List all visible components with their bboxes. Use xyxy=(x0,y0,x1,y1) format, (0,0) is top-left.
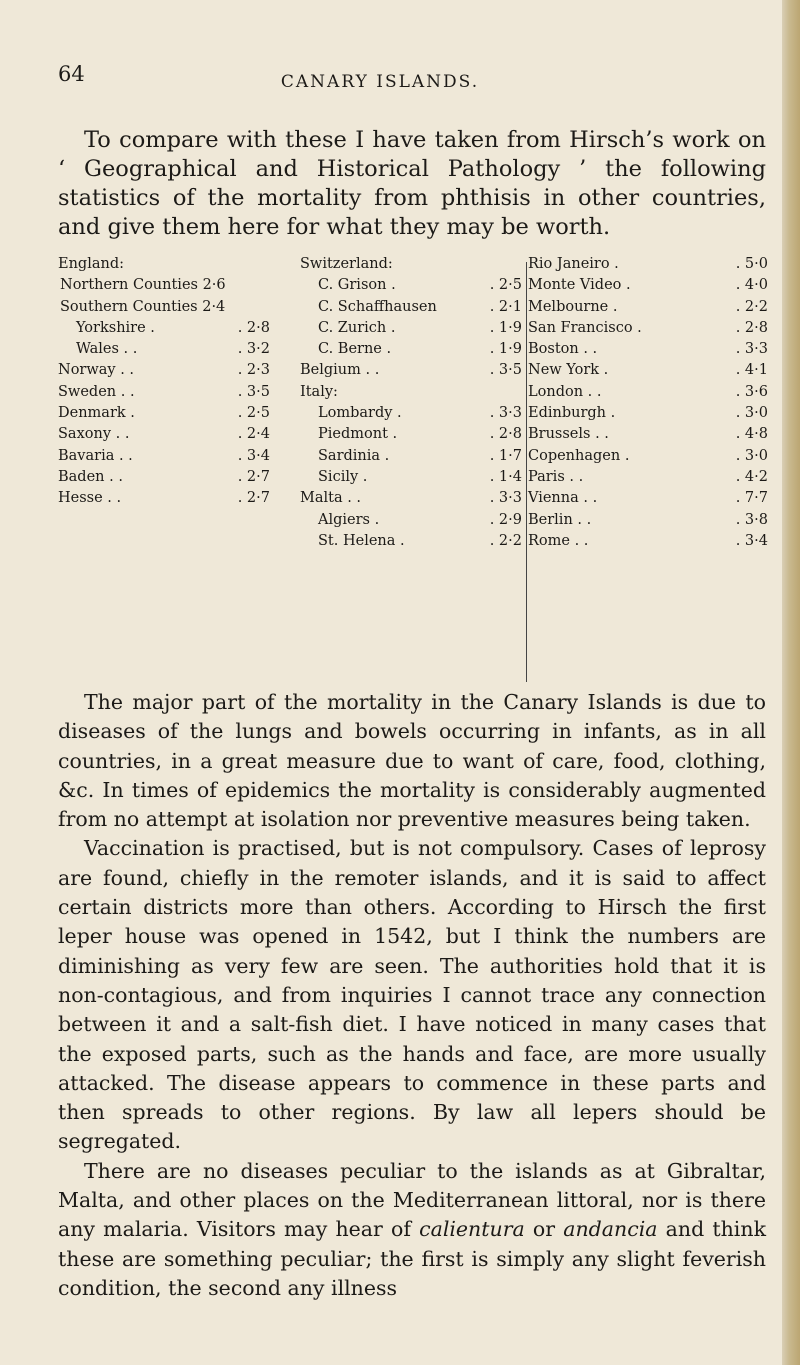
row-value: . 2·2 xyxy=(735,298,768,315)
row-label: C. Schaffhausen xyxy=(318,298,437,315)
table-row xyxy=(58,488,288,509)
row-label: Boston . . xyxy=(528,341,598,358)
paragraph-text: and think these are something peculiar; the first is simply any slight feverish condition, the second any illness xyxy=(58,1217,766,1300)
row-label: Yorkshire . xyxy=(76,319,155,336)
table-row xyxy=(300,275,550,296)
row-value: . 4·8 xyxy=(735,426,768,443)
row-label: C. Grison . xyxy=(318,277,396,294)
table-row xyxy=(58,318,288,339)
row-value: . 3·0 xyxy=(735,447,768,464)
row-label: Sweden . . xyxy=(58,383,135,400)
table-row xyxy=(300,510,550,531)
row-value: . 5·0 xyxy=(735,256,768,272)
row-label: Melbourne . xyxy=(528,298,618,315)
table-row xyxy=(58,275,288,296)
paragraph-text: or xyxy=(524,1217,564,1242)
running-head: CANARY ISLANDS. xyxy=(280,72,480,92)
row-value: . 3·5 xyxy=(489,362,522,379)
row-value: . 1·4 xyxy=(489,468,522,485)
term-andancia: andancia xyxy=(563,1217,658,1242)
row-value: . 7·7 xyxy=(735,490,768,507)
row-label: Denmark . xyxy=(58,405,135,422)
paragraph-text: There are no diseases peculiar to the islands as at Gibraltar, Malta, and other places on the Mediterranean littoral, nor is there any malaria. Visitors may hear of xyxy=(58,1158,766,1242)
row-label: Algiers . xyxy=(318,511,380,528)
row-label: Brussels . . xyxy=(528,426,609,443)
table-row xyxy=(300,446,550,467)
row-label: Paris . . xyxy=(528,468,584,485)
row-value: . 3·3 xyxy=(489,405,522,422)
row-value: . 3·2 xyxy=(237,341,270,358)
intro-paragraph: To compare with these I have taken from Hirsch’s work on ‘ Geographical and Historical Pathology ’ the following statistics of the mortality from phthisis in other countries, and give them here for what they may be worth. xyxy=(58,127,766,240)
table-row xyxy=(528,339,768,360)
row-label: Switzerland: xyxy=(300,256,393,272)
row-label: Saxony . . xyxy=(58,426,130,443)
row-value: . 3·6 xyxy=(735,383,768,400)
table-row xyxy=(528,424,768,445)
row-value: . 3·3 xyxy=(735,341,768,358)
row-value: . 2·9 xyxy=(489,511,522,528)
row-label: Sicily . xyxy=(318,468,368,485)
row-value: . 4·0 xyxy=(735,277,768,294)
row-label: Northern Counties 2·6 xyxy=(60,277,226,294)
row-label: Rio Janeiro . xyxy=(528,256,619,272)
row-value: . 3·4 xyxy=(735,532,768,549)
table-row xyxy=(300,318,550,339)
row-label: Wales . . xyxy=(76,341,138,358)
row-value: . 2·1 xyxy=(489,298,522,315)
row-value: . 3·5 xyxy=(237,383,270,400)
row-label: Copenhagen . xyxy=(528,447,630,464)
table-row xyxy=(528,403,768,424)
page-header xyxy=(0,56,782,90)
table-row xyxy=(300,339,550,360)
table-row xyxy=(58,446,288,467)
row-label: New York . xyxy=(528,362,609,379)
table-column-2 xyxy=(300,254,550,552)
table-row xyxy=(528,488,768,509)
row-value: . 3·3 xyxy=(489,490,522,507)
paragraph-diseases xyxy=(58,1157,766,1303)
row-label: Lombardy . xyxy=(318,405,402,422)
row-value: . 2·7 xyxy=(237,468,270,485)
row-value: . 1·9 xyxy=(489,341,522,358)
table-row xyxy=(528,318,768,339)
row-label: England: xyxy=(58,256,124,272)
column-divider xyxy=(526,262,527,682)
row-value: . 1·7 xyxy=(489,447,522,464)
table-row xyxy=(58,297,288,318)
row-label: Southern Counties 2·4 xyxy=(60,298,226,315)
table-column-1 xyxy=(58,254,288,510)
table-row xyxy=(528,254,768,275)
row-value: . 3·0 xyxy=(735,405,768,422)
table-row xyxy=(300,360,550,381)
row-label: Edinburgh . xyxy=(528,405,616,422)
table-row xyxy=(300,382,550,403)
row-value: . 2·4 xyxy=(237,426,270,443)
table-row xyxy=(58,382,288,403)
page-number: 64 xyxy=(58,62,85,86)
row-label: C. Zurich . xyxy=(318,319,396,336)
table-row xyxy=(58,254,288,275)
row-label: Monte Video . xyxy=(528,277,631,294)
table-row xyxy=(300,488,550,509)
row-label: Hesse . . xyxy=(58,490,122,507)
table-row xyxy=(528,467,768,488)
term-calientura: calientura xyxy=(419,1217,525,1242)
table-row xyxy=(528,275,768,296)
table-row xyxy=(58,467,288,488)
page-edge xyxy=(782,0,800,1365)
row-value: . 2·3 xyxy=(237,362,270,379)
table-row xyxy=(300,254,550,275)
row-value: . 3·4 xyxy=(237,447,270,464)
row-label: Piedmont . xyxy=(318,426,398,443)
row-label: Berlin . . xyxy=(528,511,592,528)
table-row xyxy=(528,360,768,381)
row-label: Rome . . xyxy=(528,532,589,549)
table-row xyxy=(58,360,288,381)
paragraph-mortality: The major part of the mortality in the Canary Islands is due to diseases of the lungs and bowels occurring in infants, as in all countries, in a great measure due to want of care, food, clothing, &c. In times of epidemics the mortality is considerably augmented from no attempt at isolation nor preventive measures being taken. xyxy=(58,690,766,832)
row-value: . 2·8 xyxy=(237,319,270,336)
row-value: . 2·8 xyxy=(735,319,768,336)
table-row xyxy=(300,297,550,318)
table-row xyxy=(58,424,288,445)
row-label: Belgium . . xyxy=(300,362,380,379)
table-row xyxy=(528,531,768,552)
row-label: Malta . . xyxy=(300,490,362,507)
row-value: . 2·8 xyxy=(489,426,522,443)
row-label: Vienna . . xyxy=(528,490,598,507)
row-value: . 4·1 xyxy=(735,362,768,379)
table-row xyxy=(300,424,550,445)
row-value: . 2·5 xyxy=(237,405,270,422)
row-label: Italy: xyxy=(300,383,338,400)
table-row xyxy=(58,403,288,424)
table-row xyxy=(58,339,288,360)
row-label: Bavaria . . xyxy=(58,447,133,464)
row-label: Sardinia . xyxy=(318,447,390,464)
table-row xyxy=(528,382,768,403)
row-label: Baden . . xyxy=(58,468,123,485)
row-label: St. Helena . xyxy=(318,532,405,549)
table-row xyxy=(528,446,768,467)
row-value: . 2·2 xyxy=(489,532,522,549)
paragraph-vaccination: Vaccination is practised, but is not compulsory. Cases of leprosy are found, chiefly in the remoter islands, and it is said to affect certain districts more than others. According to Hirsch the first leper house was opened in 1542, but I think the numbers are diminishing as very few are seen. The authorities hold that it is non-contagious, and from inquiries I cannot trace any connection between it and a salt-fish diet. I have noticed in many cases that the exposed parts, such as the hands and face, are more usually attacked. The disease appears to commence in these parts and then spreads to other regions. By law all lepers should be segregated. xyxy=(58,836,766,1154)
row-value: . 1·9 xyxy=(489,319,522,336)
row-label: London . . xyxy=(528,383,602,400)
table-row xyxy=(300,467,550,488)
row-value: . 4·2 xyxy=(735,468,768,485)
body-text xyxy=(58,688,766,1303)
row-label: San Francisco . xyxy=(528,319,642,336)
row-label: C. Berne . xyxy=(318,341,392,358)
table-row xyxy=(300,403,550,424)
table-column-3 xyxy=(528,254,768,552)
row-label: Norway . . xyxy=(58,362,135,379)
table-row xyxy=(300,531,550,552)
row-value: . 2·7 xyxy=(237,490,270,507)
row-value: . 3·8 xyxy=(735,511,768,528)
table-row xyxy=(528,510,768,531)
mortality-table xyxy=(58,254,766,684)
row-value: . 2·5 xyxy=(489,277,522,294)
table-row xyxy=(528,297,768,318)
